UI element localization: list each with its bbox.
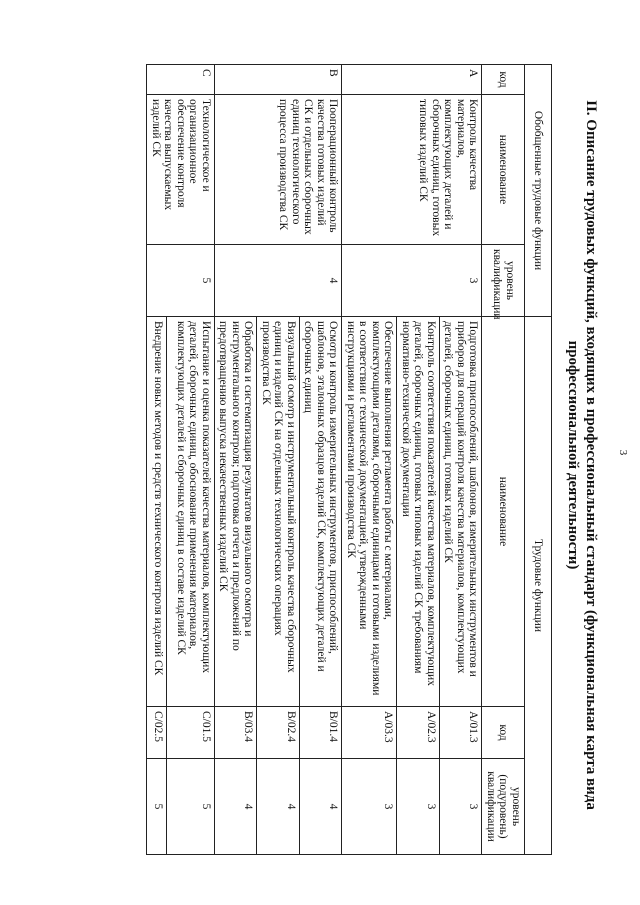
header-row-1 <box>525 65 552 855</box>
header-name: наименование <box>482 95 525 245</box>
function-level: 4 <box>215 759 258 855</box>
function-name: Испытание и оценка показателей качества материалов, комплектующих деталей, сборочных единиц, обоснование применения материалов, комплектующих деталей и сборочных единиц в составе изделий СК <box>167 317 215 707</box>
header-row-2 <box>482 65 525 855</box>
header-generalized: Обобщенные трудовые функции <box>525 65 552 317</box>
table-row <box>167 65 215 855</box>
function-level: 3 <box>397 759 440 855</box>
function-level: 5 <box>167 759 215 855</box>
function-name: Осмотр и контроль измерительных инструментов, приспособлений, шаблонов, эталонных образцов изделий СК, комплектующих деталей и сборочных единиц <box>300 317 343 707</box>
function-level: 4 <box>257 759 300 855</box>
title-line-2: профессиональной деятельности) <box>565 340 581 570</box>
function-name: Контроль соответствия показателей качества материалов, комплектующих деталей, сборочных единиц, готовых типовых изделий СК требованиям нормативно-технической документации <box>397 317 440 707</box>
title-line-1: II. Описание трудовых функций, входящих в профессиональный стандарт (функциональная карта вида <box>583 100 599 810</box>
header-tf-code: код <box>482 707 525 759</box>
function-name: Подготовка приспособлений, шаблонов, измерительных инструментов и приборов для операций контроля качества материалов, комплектующих деталей, сборочных единиц, готовых изделий СК <box>440 317 483 707</box>
section-title <box>564 100 600 810</box>
function-code: A/03.3 <box>342 707 397 759</box>
header-tf-level: уровень (подуровень) квалификации <box>482 759 525 855</box>
group-code: A <box>342 65 482 95</box>
function-name: Внедрение новых методов и средств технического контроля изделий СК <box>147 317 167 707</box>
function-code: B/01.4 <box>300 707 343 759</box>
table-row <box>440 65 483 855</box>
group-level: 5 <box>147 245 215 317</box>
group-name: Пооперационный контроль качества готовых изделий СК и отдельных сборочных единиц технологического процесса производства СК <box>215 95 343 245</box>
function-level: 5 <box>147 759 167 855</box>
function-code: A/01.3 <box>440 707 483 759</box>
group-level: 3 <box>342 245 482 317</box>
function-code: C/01.5 <box>167 707 215 759</box>
function-name: Визуальный осмотр и инструментальный контроль качества сборочных единиц и изделий СК на отдельных технологических операциях производства СК <box>257 317 300 707</box>
function-level: 4 <box>300 759 343 855</box>
function-level: 3 <box>342 759 397 855</box>
function-name: Обработка и систематизация результатов визуального осмотра и инструментального контроля; подготовка отчета и предложений по предотвращению выпуска некачественных изделий СК <box>215 317 258 707</box>
header-tf-name: наименование <box>482 317 525 707</box>
function-code: B/03.4 <box>215 707 258 759</box>
group-level: 4 <box>215 245 343 317</box>
function-name: Обеспечение выполнения регламента работы с материалами, комплектующими деталями, сборочными единицами и готовыми изделиями в соответствии с технической документацией, утвержденными инструкциями и регламентами производства СК <box>342 317 397 707</box>
header-level: уровень квалификации <box>482 245 525 317</box>
header-code: код <box>482 65 525 95</box>
function-level: 3 <box>440 759 483 855</box>
group-name: Контроль качества материалов, комплектующих деталей и сборочных единиц, готовых типовых изделий СК <box>342 95 482 245</box>
page-number: 3 <box>617 449 629 456</box>
functional-map-table <box>147 64 553 855</box>
function-code: C/02.5 <box>147 707 167 759</box>
function-code: A/02.3 <box>397 707 440 759</box>
table-row <box>300 65 343 855</box>
group-name: Технологическое и организационное обеспечение контроля качества выпускаемых изделий СК <box>147 95 215 245</box>
group-code: B <box>215 65 343 95</box>
header-labor: Трудовые функции <box>525 317 552 855</box>
group-code: C <box>147 65 215 95</box>
function-code: B/02.4 <box>257 707 300 759</box>
